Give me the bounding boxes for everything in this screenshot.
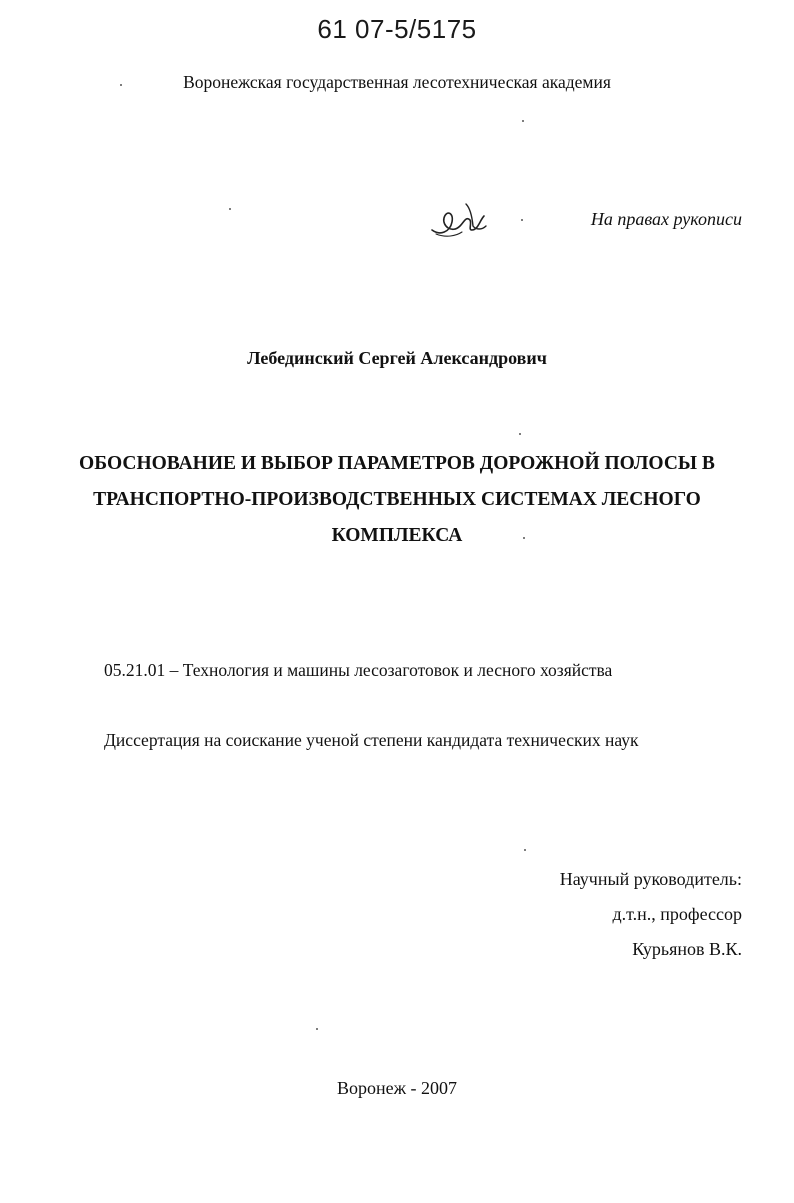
scan-speck — [229, 208, 231, 210]
scan-speck — [523, 537, 525, 539]
scan-speck — [316, 1028, 318, 1030]
scan-speck — [524, 849, 526, 851]
specialty-code: 05.21.01 – Технология и машины лесозаготовок и лесного хозяйства — [104, 660, 613, 680]
place-and-year: Воронеж - 2007 — [336, 1078, 458, 1098]
scan-speck — [519, 433, 521, 435]
degree-statement: Диссертация на соискание ученой степени кандидата технических наук — [104, 730, 639, 750]
scan-speck — [120, 84, 122, 86]
signature-icon — [426, 196, 496, 244]
supervisor-name: Курьянов В.К. — [632, 939, 742, 959]
title-line: ОБОСНОВАНИЕ И ВЫБОР ПАРАМЕТРОВ ДОРОЖНОЙ ПОЛОСЫ В — [79, 453, 715, 474]
scan-speck — [522, 120, 524, 122]
supervisor-label: Научный руководитель: — [559, 869, 742, 889]
registration-number: 61 07-5/5175 — [317, 14, 477, 44]
manuscript-rights-note: На правах рукописи — [590, 209, 742, 229]
author-name: Лебединский Сергей Александрович — [247, 348, 547, 368]
title-line: КОМПЛЕКСА — [331, 525, 463, 546]
institution-name: Воронежская государственная лесотехническая академия — [183, 72, 611, 92]
title-line: ТРАНСПОРТНО-ПРОИЗВОДСТВЕННЫХ СИСТЕМАХ ЛЕСНОГО — [93, 489, 701, 510]
scan-speck — [521, 219, 523, 221]
supervisor-degree: д.т.н., профессор — [612, 904, 742, 924]
dissertation-title — [40, 446, 754, 554]
